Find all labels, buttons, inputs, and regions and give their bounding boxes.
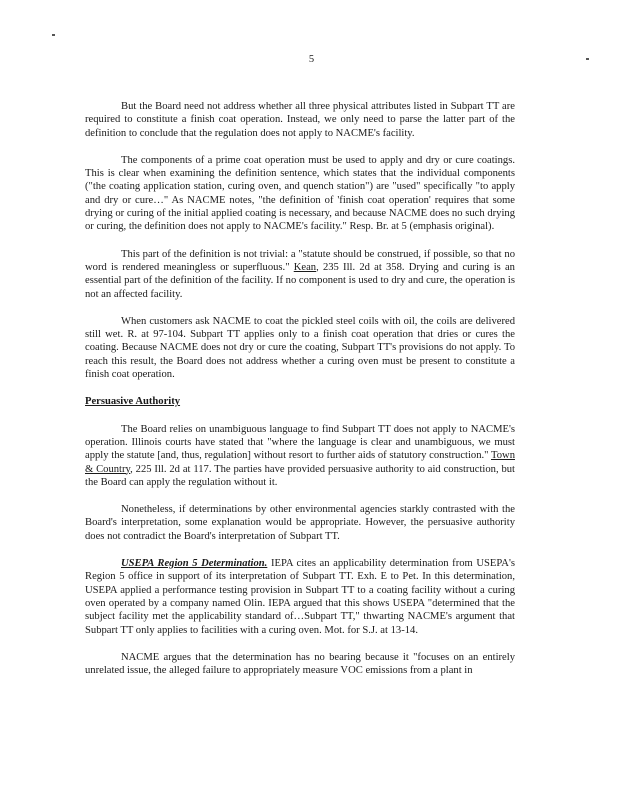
paragraph-usepa-region-5: [85, 557, 515, 637]
section-heading-persuasive-authority: Persuasive Authority: [85, 396, 181, 408]
text-segment: This part of the definition is not trivial: a "statute should be construed, if possible, so that no word is rendered meaningless or superfluous.": [85, 248, 515, 273]
text-segment: The Board relies on unambiguous language to find Subpart TT does not apply to NACME's operation. Illinois courts have stated that "where the language is clear and unambiguous, we must apply the statute [and, thus, regulation] without resort to further aids of statutory construction.": [85, 423, 515, 462]
page-number: 5: [308, 54, 315, 65]
text-segment: , 225 Ill. 2d at 117. The parties have provided persuasive authority to aid construction, but the Board can apply the regulation without it.: [85, 463, 515, 488]
paragraph-prime-coat-components: The components of a prime coat operation must be used to apply and dry or cure coatings. This is clear when examining the definition sentence, which states that the individual components ("the coating application station, curing oven, and quench station") are "used" specifically "to apply and dry or cure…" As NACME notes, "the definition of 'finish coat operation' requires that some drying or curing of the initial applied coating is necessary, and because NACME does no such drying or curing, the definition does not apply to NACME's facility." Resp. Br. at 5 (emphasis original).: [85, 154, 515, 233]
paragraph-definition-not-trivial: [85, 248, 515, 301]
scan-speck: [52, 34, 55, 36]
case-citation-town-country: Town & Country: [85, 450, 515, 475]
sub-heading-usepa-region-5: USEPA Region 5 Determination.: [121, 558, 268, 570]
paragraph-nonetheless: Nonetheless, if determinations by other environmental agencies starkly contrasted with the Board's interpretation, some explanation would be appropriate. However, the persuasive authority does not contradict the Board's interpretation of Subpart TT.: [85, 504, 515, 542]
paragraph-nacme-argues: NACME argues that the determination has no bearing because it "focuses on an entirely unrelated issue, the alleged failure to appropriately measure VOC emissions from a plant in: [85, 651, 515, 677]
case-citation-kean: Kean: [293, 261, 317, 273]
paragraph-unambiguous-language: [85, 423, 515, 489]
text-segment: , 235 Ill. 2d at 358. Drying and curing is an essential part of the definition of the facility. If no component is used to dry and cure, the operation is not an affected facility.: [85, 261, 515, 300]
text-segment: IEPA cites an applicability determination from USEPA's Region 5 office in support of its interpretation of Subpart TT. Exh. E to Pet. In this determination, USEPA applied a performance testing provision in Subpart TT to a coating facility without a curing oven operated by a company named Olin. IEPA argued that this shows USEPA "determined that the subject facility met the applicability standard of…Subpart TT," thwarting NACME's argument that Subpart TT only applies to facilities with a curing oven. Mot. for S.J. at 13-14.: [85, 558, 515, 636]
document-body: [85, 100, 515, 691]
paragraph-board-need-not-address: But the Board need not address whether all three physical attributes listed in Subpart TT are required to constitute a finish coat operation. Instead, we only need to parse the latter part of the definition to conclude that the regulation does not apply to NACME's facility.: [85, 101, 515, 139]
paragraph-customers-ask-nacme: When customers ask NACME to coat the pickled steel coils with oil, the coils are delivered still wet. R. at 97-104. Subpart TT applies only to a finish coat operation that dries or cures the coating. Because NACME does not dry or cure the coating, Subpart TT's provisions do not apply. To reach this result, the Board does not address whether a curing oven must be present to constitute a finish coat operation.: [85, 315, 515, 381]
